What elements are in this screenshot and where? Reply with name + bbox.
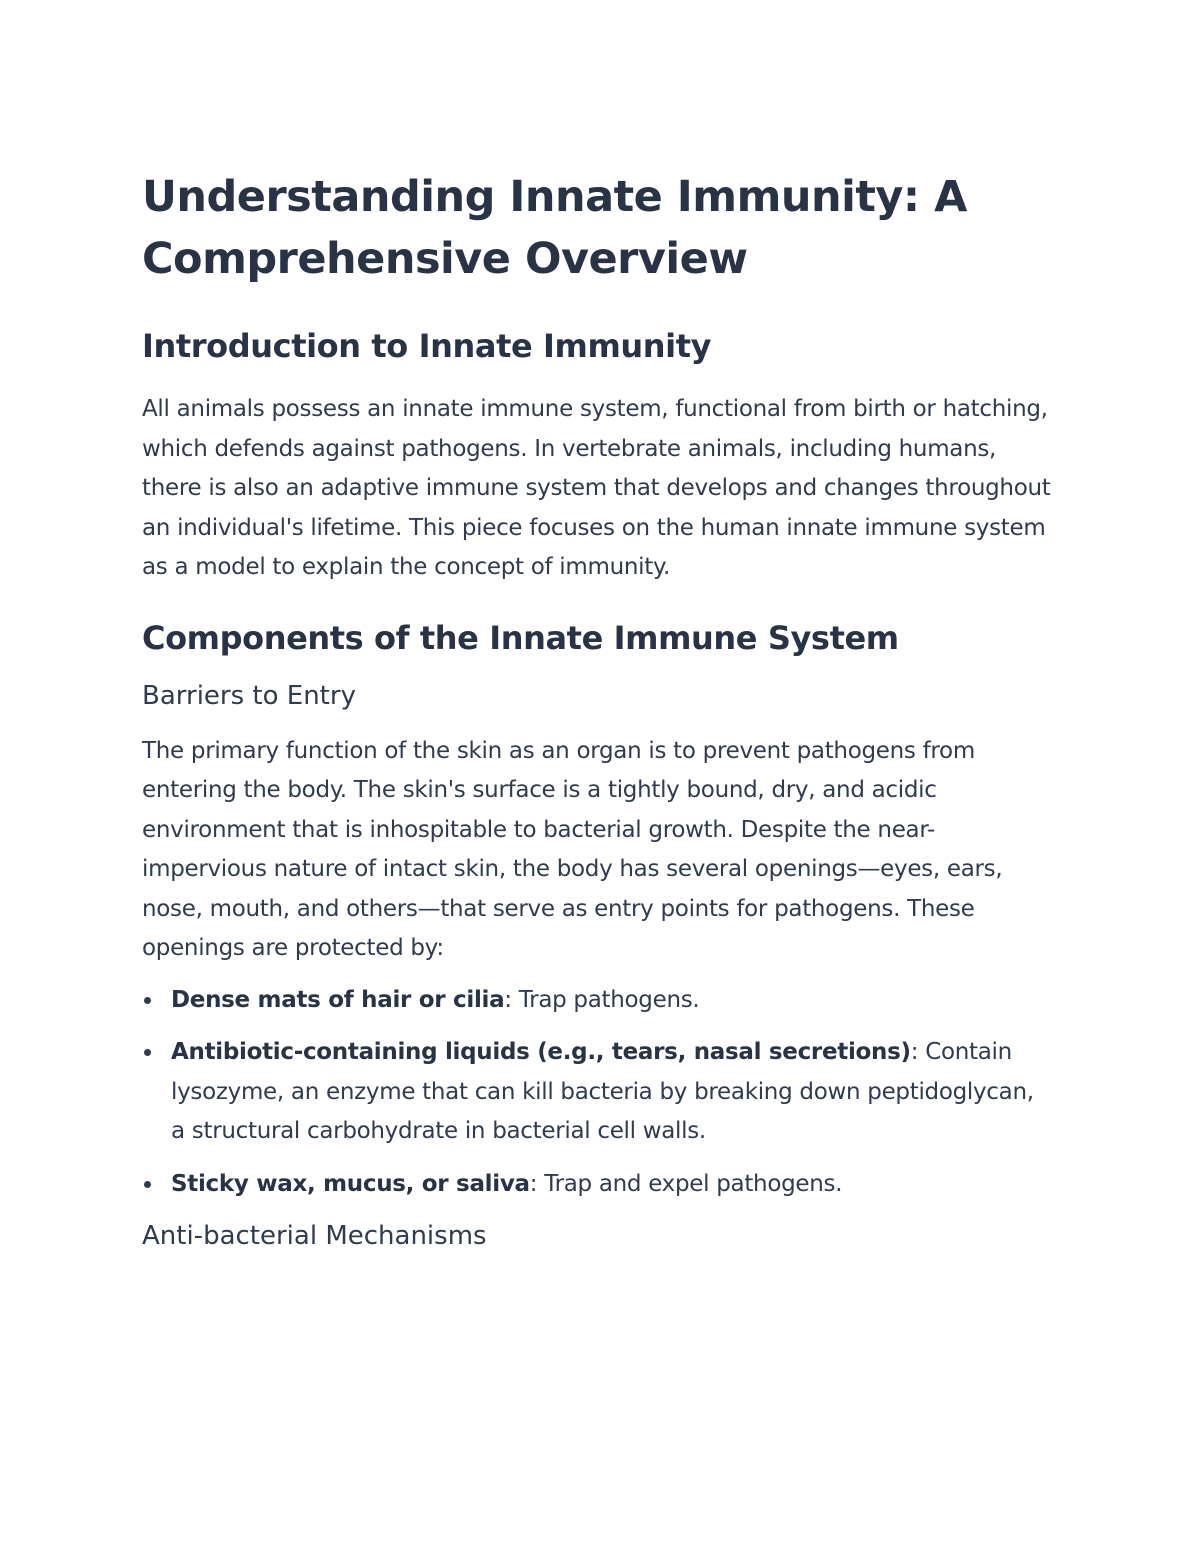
list-item-term: Antibiotic-containing liquids (e.g., tears, nasal secretions) — [171, 1039, 911, 1065]
bullet-icon — [144, 1049, 151, 1056]
list-item — [142, 1033, 1052, 1152]
list-item-term: Sticky wax, mucus, or saliva — [171, 1170, 530, 1197]
introduction-paragraph: All animals possess an innate immune system, functional from birth or hatching, which defends against pathogens. In vertebrate animals, including humans, there is also an adaptive immune system that develops and changes throughout an individual's lifetime. This piece focuses on the human innate immune system as a model to explain the concept of immunity. — [142, 396, 1051, 580]
barriers-paragraph: The primary function of the skin as an organ is to prevent pathogens from entering the body. The skin's surface is a tightly bound, dry, and acidic environment that is inhospitable to bacterial growth. Despite the near-impervious nature of intact skin, the body has several openings—eyes, ears, nose, mouth, and others—that serve as entry points for pathogens. These openings are protected by: — [142, 737, 1003, 961]
document-title: Understanding Innate Immunity: A Comprehensive Overview — [142, 172, 967, 284]
list-item-text: : Contain lysozyme, an enzyme that can kill bacteria by breaking down peptidoglycan, a structural carbohydrate in bacterial cell walls. — [171, 1039, 1034, 1144]
list-item — [142, 1165, 1052, 1205]
list-item-term: Dense mats of hair or cilia — [171, 986, 505, 1013]
document-page — [142, 166, 1052, 1254]
section-heading-introduction: Introduction to Innate Immunity — [142, 327, 712, 365]
bullet-icon — [144, 997, 151, 1004]
barriers-list — [142, 981, 1052, 1205]
bullet-icon — [144, 1181, 151, 1188]
list-item-text: : Trap pathogens. — [504, 986, 700, 1013]
list-item-text: : Trap and expel pathogens. — [529, 1170, 843, 1197]
section-heading-components: Components of the Innate Immune System — [142, 618, 899, 657]
subsection-heading-barriers: Barriers to Entry — [142, 680, 356, 711]
subsection-heading-antibacterial: Anti-bacterial Mechanisms — [142, 1221, 487, 1251]
list-item — [142, 981, 1052, 1021]
